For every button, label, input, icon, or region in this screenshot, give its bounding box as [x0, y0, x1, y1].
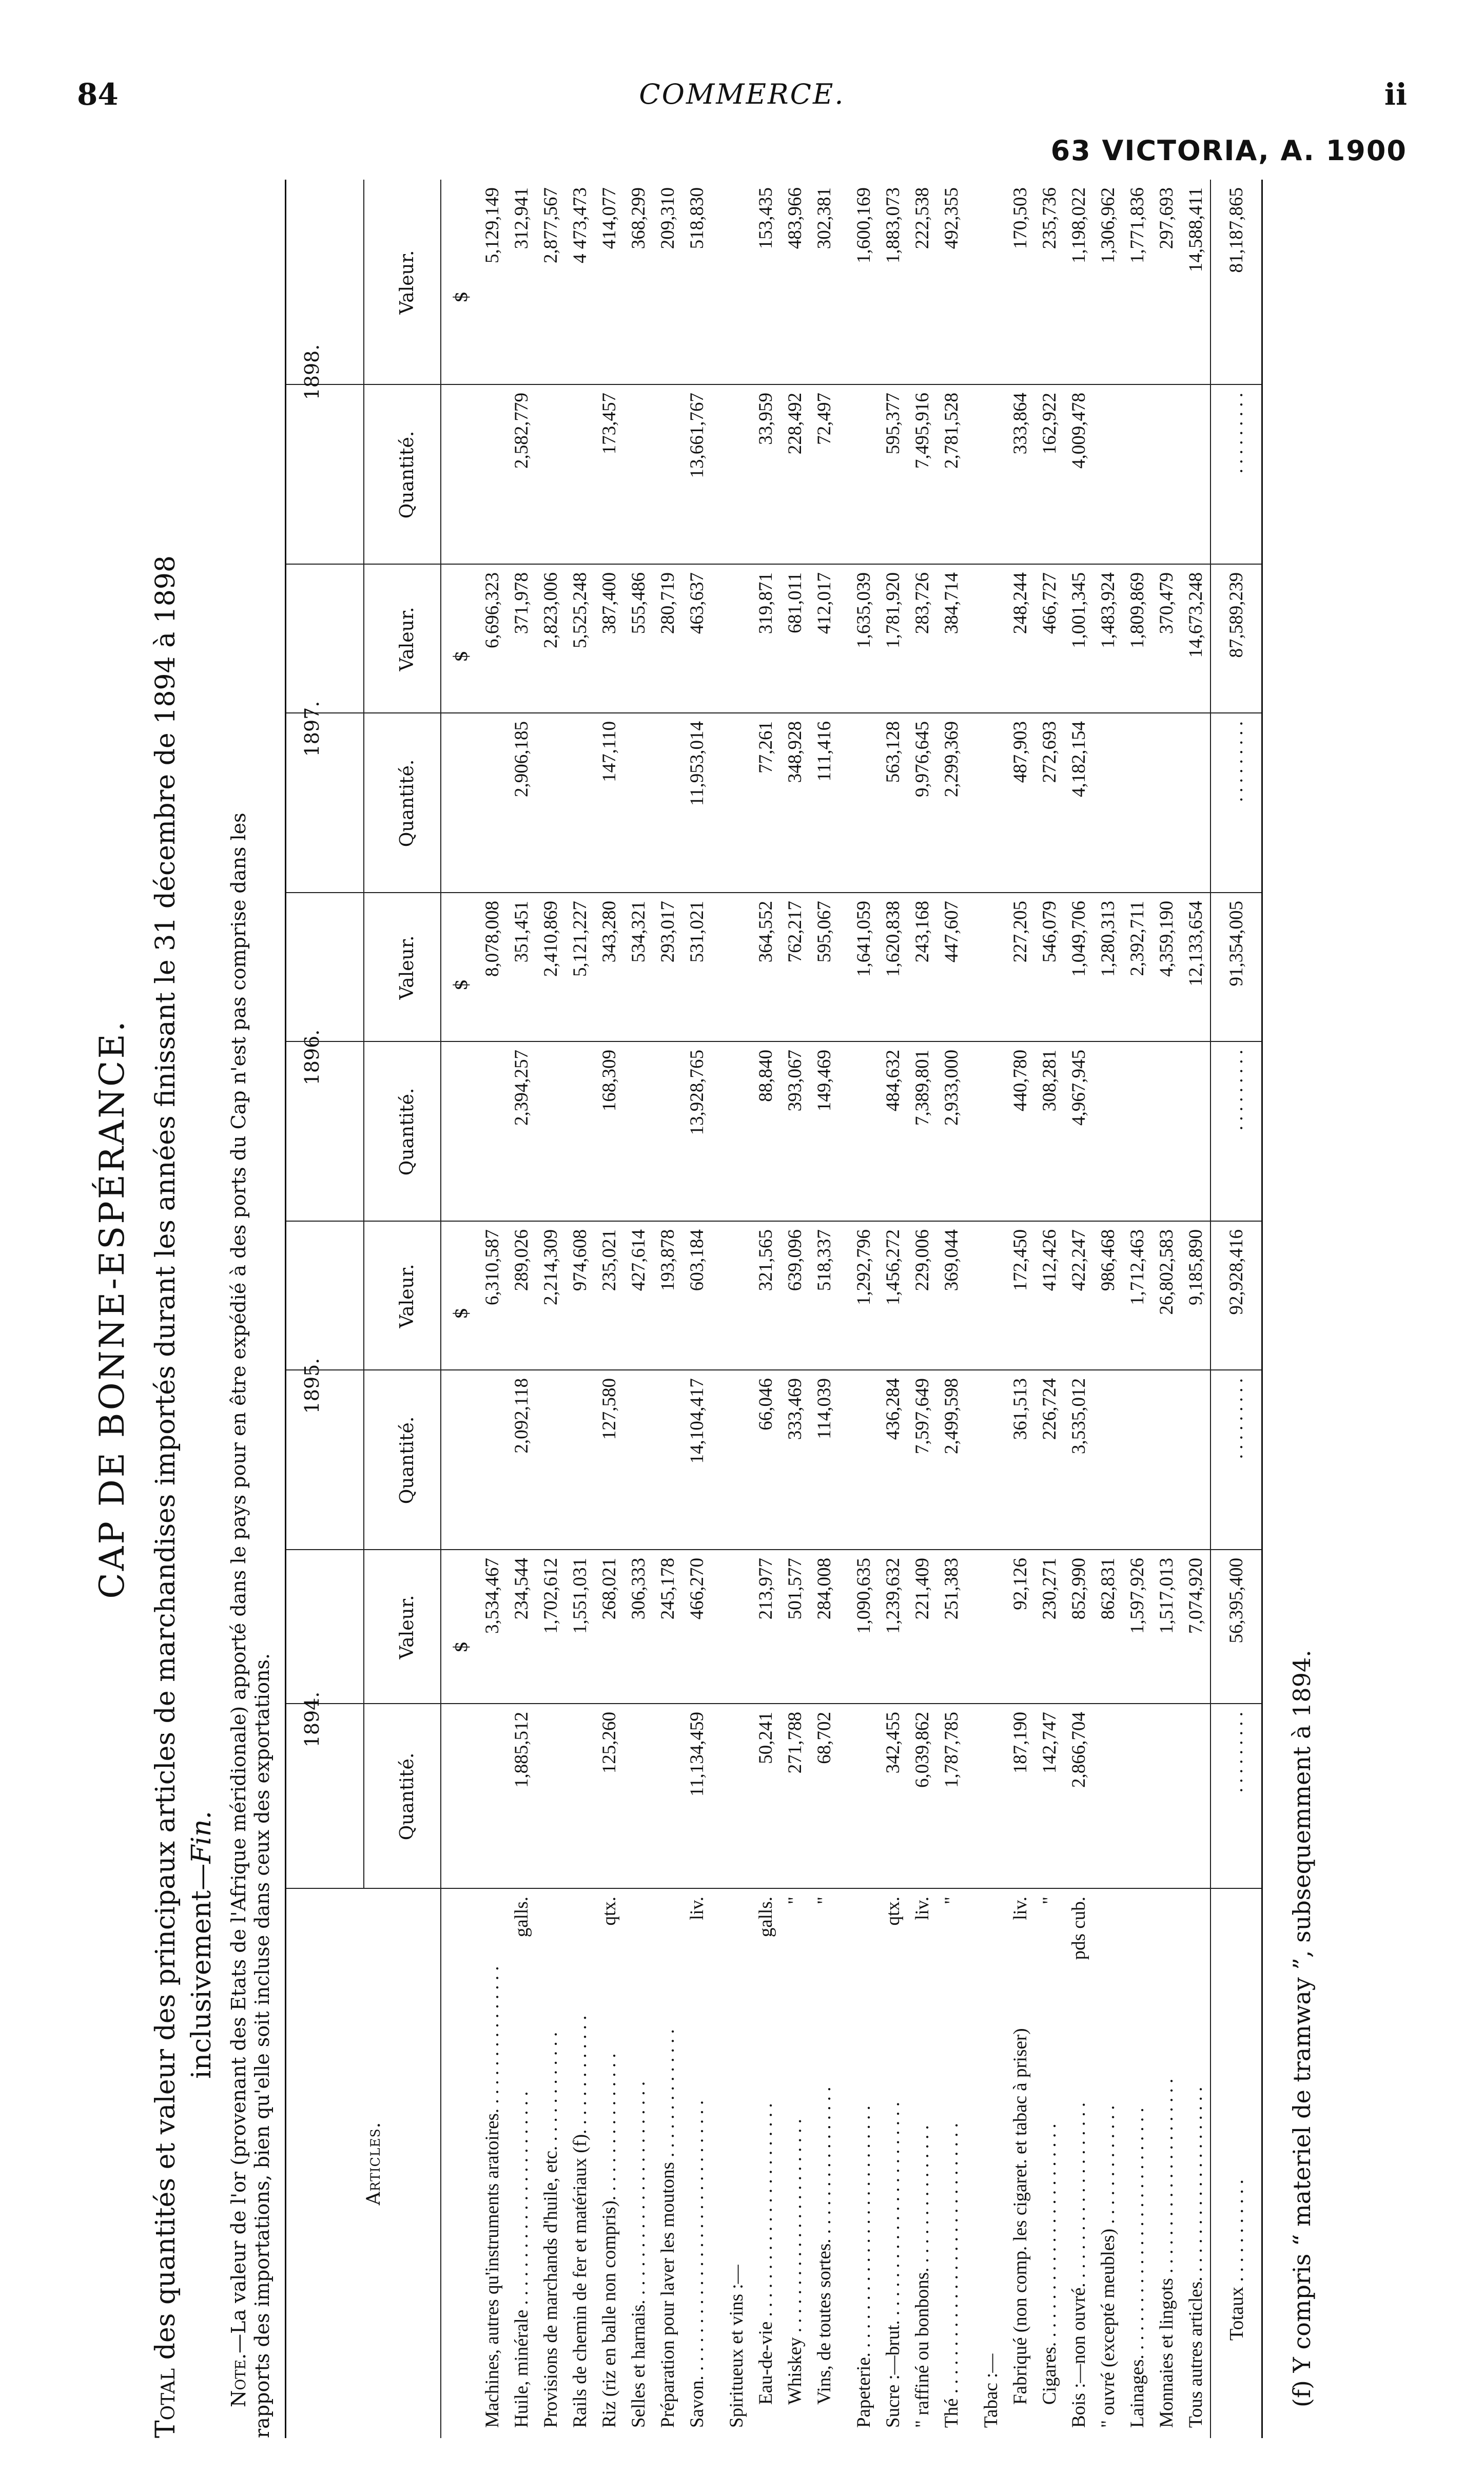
- value-cell-1894: 466,270: [687, 1558, 708, 1620]
- value-cell-1896: 243,168: [912, 901, 933, 963]
- page-number: 84: [77, 77, 119, 112]
- value-cell-1898: 2,877,567: [540, 187, 561, 263]
- quantity-cell-1896: 2,933,000: [941, 1050, 962, 1126]
- value-cell-1894: 1,517,013: [1156, 1558, 1177, 1634]
- table-row: [481, 180, 504, 2438]
- totals-value-1894: 56,395,400: [1226, 1558, 1247, 1644]
- value-cell-1898: 302,381: [814, 187, 835, 249]
- unit-label: ": [814, 1897, 835, 1905]
- quantity-cell-1896: 484,632: [883, 1050, 904, 1112]
- totals-value-1897: 87,589,239: [1226, 572, 1247, 658]
- value-cell-1895: 639,096: [785, 1229, 806, 1291]
- quantity-cell-1897: 2,906,185: [511, 721, 532, 797]
- quantity-cell-1895: 127,580: [599, 1378, 620, 1440]
- value-cell-1894: 501,577: [785, 1558, 806, 1620]
- table-note: [227, 180, 274, 2438]
- value-cell-1896: 2,410,869: [540, 901, 561, 977]
- value-cell-1894: 221,409: [912, 1558, 933, 1620]
- quantity-cell-1896: 13,928,765: [687, 1050, 708, 1135]
- value-cell-1895: 235,021: [599, 1229, 620, 1291]
- value-cell-1896: 1,620,838: [883, 901, 904, 977]
- value-cell-1898: 297,693: [1156, 187, 1177, 249]
- value-cell-1895: 518,337: [814, 1229, 835, 1291]
- value-cell-1894: 852,990: [1068, 1558, 1089, 1620]
- totals-value-1896: 91,354,005: [1226, 901, 1247, 987]
- footnote-text: Y compris “ materiel de tramway ”, subsequemment à 1894.: [1288, 1650, 1316, 2373]
- currency-symbol-1897: $: [451, 650, 472, 662]
- note-text: —La valeur de l'or (provenant des Etats de l'Afrique méridionale) apporté dans le pays pour en être expédié à des ports du Cap n'est pas comprise dans les: [227, 813, 250, 2353]
- article-label: Vins, de toutes sortes. . . . . . . . . . . . . . . . .: [814, 2086, 835, 2405]
- table-row: [1039, 180, 1061, 2438]
- value-cell-1898: 5,129,149: [482, 187, 503, 263]
- value-cell-1898: 518,830: [687, 187, 708, 249]
- table-row: [511, 180, 533, 2438]
- table-row: [628, 180, 650, 2438]
- value-cell-1898: 170,503: [1010, 187, 1031, 249]
- section-title: COMMERCE.: [639, 78, 845, 110]
- article-label: Riz (riz en balle non compris). . . . . . . . . . . . . . . .: [599, 2053, 620, 2428]
- table-row: [1185, 180, 1207, 2438]
- value-cell-1895: 229,006: [912, 1229, 933, 1291]
- article-label: Fabriqué (non comp. les cigaret. et tabac à priser): [1010, 2028, 1031, 2405]
- article-label: Whiskey . . . . . . . . . . . . . . . . . . . . . . .: [785, 2118, 806, 2405]
- article-label: Monnaies et lingots . . . . . . . . . . . . . . . . . . . . .: [1156, 2078, 1177, 2428]
- quantity-cell-1895: 7,597,649: [912, 1378, 933, 1454]
- currency-symbol-1894: $: [451, 1641, 472, 1653]
- table-row: [1068, 180, 1090, 2438]
- quantity-cell-1897: 11,953,014: [687, 721, 708, 806]
- quantity-cell-1894: 50,241: [755, 1712, 776, 1764]
- totals-value-1898: 81,187,865: [1226, 187, 1247, 273]
- currency-symbol-1896: $: [451, 979, 472, 991]
- value-cell-1898: 1,883,073: [883, 187, 904, 263]
- value-cell-1898: 368,299: [628, 187, 649, 249]
- article-label: Lainages. . . . . . . . . . . . . . . . . . . . . . . . . . .: [1127, 2108, 1148, 2428]
- session-label: 63 VICTORIA, A. 1900: [1050, 134, 1407, 167]
- table-row: [755, 180, 777, 2438]
- article-label: Huile, minérale . . . . . . . . . . . . . . . . . . . . . . .: [511, 2091, 532, 2428]
- value-cell-1898: 1,198,022: [1068, 187, 1089, 263]
- quantity-cell-1894: 11,134,459: [687, 1712, 708, 1797]
- quantity-header-1894: Quantité.: [397, 1752, 418, 1841]
- value-cell-1897: 412,017: [814, 572, 835, 634]
- value-cell-1894: 862,831: [1098, 1558, 1119, 1620]
- quantity-cell-1895: 2,499,598: [941, 1378, 962, 1454]
- table-caption: [148, 180, 220, 2438]
- value-cell-1897: 1,809,869: [1127, 572, 1148, 648]
- value-cell-1894: 230,271: [1039, 1558, 1060, 1620]
- value-cell-1894: 251,383: [941, 1558, 962, 1620]
- value-header-1897: Valeur.: [397, 607, 418, 671]
- unit-label: ": [1039, 1897, 1060, 1905]
- value-cell-1897: 283,726: [912, 572, 933, 634]
- value-cell-1897: 2,823,006: [540, 572, 561, 648]
- value-cell-1898: 209,310: [657, 187, 678, 249]
- value-cell-1895: 1,292,796: [853, 1229, 874, 1305]
- value-cell-1895: 1,712,463: [1127, 1229, 1148, 1305]
- quantity-cell-1898: 162,922: [1039, 393, 1060, 455]
- table-row: [540, 180, 562, 2438]
- value-cell-1895: 193,878: [657, 1229, 678, 1291]
- value-cell-1895: 289,026: [511, 1229, 532, 1291]
- unit-label: liv.: [687, 1897, 708, 1920]
- value-cell-1896: 447,607: [941, 901, 962, 963]
- quantity-cell-1896: 88,840: [755, 1050, 776, 1102]
- quantity-cell-1895: 436,284: [883, 1378, 904, 1440]
- value-cell-1897: 466,727: [1039, 572, 1060, 634]
- table-row: [941, 180, 963, 2438]
- quantity-cell-1896: 4,967,945: [1068, 1050, 1089, 1126]
- table-row: [598, 180, 621, 2438]
- quantity-cell-1897: 487,903: [1010, 721, 1031, 783]
- value-cell-1894: 213,977: [755, 1558, 776, 1620]
- value-cell-1897: 371,978: [511, 572, 532, 634]
- table-row: [569, 180, 592, 2438]
- article-label: Tabac :—: [981, 2353, 1002, 2428]
- table-row: [980, 180, 1003, 2438]
- value-cell-1897: 555,486: [628, 572, 649, 634]
- quantity-cell-1896: 149,469: [814, 1050, 835, 1112]
- value-cell-1896: 5,121,227: [570, 901, 591, 977]
- quantity-cell-1894: 187,190: [1010, 1712, 1031, 1774]
- value-cell-1895: 9,185,890: [1185, 1229, 1206, 1305]
- year-1895-header: 1895.: [301, 1358, 323, 1414]
- value-cell-1896: 4,359,190: [1156, 901, 1177, 977]
- quantity-cell-1894: 1,787,785: [941, 1712, 962, 1788]
- value-cell-1894: 234,544: [511, 1558, 532, 1620]
- value-header-1895: Valeur.: [397, 1264, 418, 1328]
- value-cell-1896: 8,078,008: [482, 901, 503, 977]
- quantity-cell-1895: 114,039: [814, 1378, 835, 1439]
- quantity-cell-1897: 348,928: [785, 721, 806, 783]
- quantity-cell-1898: 333,864: [1010, 393, 1031, 455]
- articles-header: Articles.: [363, 2121, 384, 2206]
- quantity-cell-1896: 393,067: [785, 1050, 806, 1112]
- value-cell-1897: 463,637: [687, 572, 708, 634]
- quantity-cell-1894: 125,260: [599, 1712, 620, 1774]
- value-cell-1895: 172,450: [1010, 1229, 1031, 1291]
- table-row: [813, 180, 836, 2438]
- value-cell-1898: 153,435: [755, 187, 776, 249]
- value-cell-1895: 412,426: [1039, 1229, 1060, 1291]
- article-label: Thé . . . . . . . . . . . . . . . . . . . . . . . . . . . . .: [941, 2122, 962, 2428]
- value-cell-1897: 5,525,248: [570, 572, 591, 648]
- article-label: Savon. . . . . . . . . . . . . . . . . . . . . . . . . . . . . .: [687, 2100, 708, 2428]
- value-cell-1895: 603,184: [687, 1229, 708, 1291]
- note-lead: Note.: [227, 2353, 250, 2407]
- quantity-cell-1895: 3,535,012: [1068, 1378, 1089, 1454]
- totals-label: Totaux . . . . . . . . . . .: [1226, 2179, 1247, 2341]
- value-cell-1894: 1,597,926: [1127, 1558, 1148, 1634]
- quantity-cell-1898: 228,492: [785, 393, 806, 455]
- article-label: Tous autres articles. . . . . . . . . . . . . . . . . . . . .: [1185, 2086, 1206, 2428]
- value-cell-1894: 1,551,031: [570, 1558, 591, 1634]
- unit-label: pds cub.: [1068, 1897, 1089, 1960]
- article-label: " raffiné ou bonbons. . . . . . . . . . . . . . . .: [912, 2125, 933, 2428]
- unit-label: qtx.: [599, 1897, 620, 1926]
- year-1897-header: 1897.: [301, 701, 323, 757]
- value-cell-1894: 7,074,920: [1185, 1558, 1206, 1634]
- quantity-cell-1895: 14,104,417: [687, 1378, 708, 1464]
- value-cell-1898: 1,600,169: [853, 187, 874, 263]
- quantity-cell-1895: 333,469: [785, 1378, 806, 1440]
- value-cell-1895: 2,214,309: [540, 1229, 561, 1305]
- article-label: Provisions de marchands d'huile, etc. . . . . . . . . . . . .: [540, 2032, 561, 2428]
- totals-quantity-1897: . . . . . . . . .: [1226, 721, 1247, 802]
- value-cell-1896: 293,017: [657, 901, 678, 963]
- value-cell-1898: 1,771,836: [1127, 187, 1148, 263]
- totals-quantity-1898: . . . . . . . . .: [1226, 393, 1247, 474]
- footnote: [1288, 1650, 1316, 2407]
- unit-label: galls.: [755, 1897, 776, 1938]
- value-cell-1897: 387,400: [599, 572, 620, 634]
- article-label: Machines, autres qu'instruments aratoires. . . . . . . . . . . . . . . .: [482, 1966, 503, 2428]
- table-row: [686, 180, 709, 2438]
- value-cell-1898: 1,306,962: [1098, 187, 1119, 263]
- value-cell-1898: 14,588,411: [1185, 187, 1206, 273]
- value-cell-1894: 1,702,612: [540, 1558, 561, 1634]
- value-cell-1896: 12,133,654: [1185, 901, 1206, 987]
- table-row: [657, 180, 679, 2438]
- quantity-cell-1898: 595,377: [883, 393, 904, 455]
- value-cell-1896: 595,067: [814, 901, 835, 963]
- value-cell-1897: 248,244: [1010, 572, 1031, 634]
- value-cell-1894: 1,090,635: [853, 1558, 874, 1634]
- quantity-cell-1898: 2,781,528: [941, 393, 962, 469]
- value-cell-1894: 92,126: [1010, 1558, 1031, 1610]
- year-1898-header: 1898.: [301, 344, 323, 400]
- caption-line2: inclusivement—: [186, 1863, 217, 2079]
- value-cell-1896: 351,451: [511, 901, 532, 963]
- value-cell-1897: 6,696,323: [482, 572, 503, 648]
- value-cell-1897: 280,719: [657, 572, 678, 634]
- value-cell-1897: 1,781,920: [883, 572, 904, 648]
- quantity-cell-1898: 7,495,916: [912, 393, 933, 469]
- value-cell-1896: 2,392,711: [1127, 901, 1148, 976]
- table-row: [1126, 180, 1149, 2438]
- article-label: Sucre :—brut. . . . . . . . . . . . . . . . . . . . . . . .: [883, 2101, 904, 2428]
- value-cell-1895: 974,608: [570, 1229, 591, 1291]
- totals-quantity-1895: . . . . . . . . .: [1226, 1378, 1247, 1459]
- value-cell-1897: 384,714: [941, 572, 962, 634]
- quantity-cell-1897: 2,299,369: [941, 721, 962, 797]
- article-label: Préparation pour laver les moutons . . . . . . . . . . . . . .: [657, 2029, 678, 2428]
- value-cell-1894: 306,333: [628, 1558, 649, 1620]
- value-header-1898: Valeur.: [397, 250, 418, 315]
- quantity-header-1895: Quantité.: [397, 1416, 418, 1504]
- quantity-cell-1896: 7,389,801: [912, 1050, 933, 1126]
- value-cell-1895: 422,247: [1068, 1229, 1089, 1291]
- unit-label: ": [785, 1897, 806, 1905]
- quantity-header-1898: Quantité.: [397, 431, 418, 519]
- quantity-cell-1898: 173,457: [599, 393, 620, 455]
- value-cell-1896: 531,021: [687, 901, 708, 963]
- year-1894-header: 1894.: [301, 1691, 323, 1748]
- totals-value-1895: 92,928,416: [1226, 1229, 1247, 1315]
- rotated-table-block: [92, 180, 1391, 2438]
- value-cell-1895: 369,044: [941, 1229, 962, 1291]
- unit-label: ": [941, 1897, 962, 1905]
- quantity-cell-1894: 342,455: [883, 1712, 904, 1774]
- caption-fin: Fin.: [186, 1810, 217, 1864]
- value-cell-1895: 986,468: [1098, 1229, 1119, 1291]
- value-cell-1896: 546,079: [1039, 901, 1060, 963]
- article-label: Bois :—non ouvré. . . . . . . . . . . . . . . . . . . .: [1068, 2102, 1089, 2428]
- value-cell-1896: 343,280: [599, 901, 620, 963]
- value-cell-1898: 235,736: [1039, 187, 1060, 249]
- quantity-cell-1895: 361,513: [1010, 1378, 1031, 1440]
- quantity-cell-1897: 9,976,645: [912, 721, 933, 797]
- value-cell-1898: 222,538: [912, 187, 933, 249]
- table-row: [784, 180, 807, 2438]
- quantity-header-1897: Quantité.: [397, 759, 418, 847]
- quantity-cell-1894: 1,885,512: [511, 1712, 532, 1788]
- table-row: [882, 180, 905, 2438]
- value-cell-1896: 762,217: [785, 901, 806, 963]
- article-label: " ouvré (excepté meubles) . . . . . . . . . . . . .: [1098, 2105, 1119, 2428]
- quantity-cell-1898: 33,959: [755, 393, 776, 445]
- value-cell-1894: 1,239,632: [883, 1558, 904, 1634]
- quantity-cell-1895: 2,092,118: [511, 1378, 532, 1454]
- article-label: Papeterie. . . . . . . . . . . . . . . . . . . . . . . . . . .: [853, 2105, 874, 2428]
- quantity-cell-1897: 77,261: [755, 721, 776, 774]
- value-cell-1894: 3,534,467: [482, 1558, 503, 1634]
- value-cell-1897: 370,479: [1156, 572, 1177, 634]
- quantity-cell-1897: 4,182,154: [1068, 721, 1089, 797]
- value-cell-1894: 268,021: [599, 1558, 620, 1620]
- note-line2: rapports des importations, bien qu'elle soit incluse dans ceux des exportations.: [251, 1653, 274, 2438]
- table-row: [911, 180, 934, 2438]
- article-label: Cigares. . . . . . . . . . . . . . . . . . . . . . . .: [1039, 2123, 1060, 2405]
- quantity-header-1896: Quantité.: [397, 1088, 418, 1176]
- totals-row: [1225, 180, 1248, 2438]
- quantity-cell-1898: 13,661,767: [687, 393, 708, 478]
- value-cell-1895: 1,456,272: [883, 1229, 904, 1305]
- value-cell-1896: 364,552: [755, 901, 776, 963]
- quantity-cell-1897: 272,693: [1039, 721, 1060, 783]
- page-reference: ii: [1384, 77, 1407, 112]
- unit-label: liv.: [1010, 1897, 1031, 1920]
- quantity-cell-1898: 2,582,779: [511, 393, 532, 469]
- article-label: Spiritueux et vins :—: [726, 2265, 747, 2428]
- caption-lead: Total: [150, 2368, 181, 2438]
- value-cell-1896: 1,049,706: [1068, 901, 1089, 977]
- totals-quantity-1896: . . . . . . . . .: [1226, 1050, 1247, 1131]
- quantity-cell-1894: 6,039,862: [912, 1712, 933, 1788]
- quantity-cell-1896: 440,780: [1010, 1050, 1031, 1112]
- value-cell-1896: 1,280,313: [1098, 901, 1119, 977]
- value-cell-1895: 6,310,587: [482, 1229, 503, 1305]
- quantity-cell-1895: 66,046: [755, 1378, 776, 1431]
- quantity-cell-1897: 147,110: [599, 721, 620, 782]
- value-cell-1897: 1,483,924: [1098, 572, 1119, 648]
- value-cell-1894: 245,178: [657, 1558, 678, 1620]
- quantity-cell-1894: 68,702: [814, 1712, 835, 1764]
- value-cell-1896: 534,321: [628, 901, 649, 963]
- value-cell-1897: 1,001,345: [1068, 572, 1089, 648]
- value-cell-1896: 1,641,059: [853, 901, 874, 977]
- unit-label: qtx.: [883, 1897, 904, 1926]
- quantity-cell-1895: 226,724: [1039, 1378, 1060, 1440]
- value-cell-1895: 321,565: [755, 1229, 776, 1291]
- caption-text: des quantités et valeur des principaux articles de marchandises importés durant les années finissant le 31 décembre de 1894 à 1898: [150, 555, 181, 2360]
- value-cell-1895: 26,802,583: [1156, 1229, 1177, 1315]
- totals-quantity-1894: . . . . . . . . .: [1226, 1712, 1247, 1793]
- article-label: Rails de chemin de fer et matériaux (f). . . . . . . . . . . . .: [570, 2015, 591, 2428]
- document-title: CAP DE BONNE-ESPÉRANCE.: [92, 1019, 132, 1599]
- footnote-marker: (f): [1288, 2380, 1316, 2407]
- unit-label: galls.: [511, 1897, 532, 1938]
- value-header-1894: Valeur.: [397, 1595, 418, 1659]
- value-cell-1894: 284,008: [814, 1558, 835, 1620]
- quantity-cell-1897: 563,128: [883, 721, 904, 783]
- quantity-cell-1898: 4,009,478: [1068, 393, 1089, 469]
- import-table: [285, 180, 1263, 2438]
- value-cell-1895: 427,614: [628, 1229, 649, 1291]
- value-cell-1898: 4 473,473: [570, 187, 591, 263]
- quantity-cell-1894: 142,747: [1039, 1712, 1060, 1774]
- table-row: [1009, 180, 1032, 2438]
- quantity-cell-1894: 271,788: [785, 1712, 806, 1774]
- value-cell-1898: 492,355: [941, 187, 962, 249]
- value-header-1896: Valeur.: [397, 935, 418, 1000]
- year-1896-header: 1896.: [301, 1029, 323, 1086]
- unit-label: liv.: [912, 1897, 933, 1920]
- quantity-cell-1894: 2,866,704: [1068, 1712, 1089, 1788]
- table-row: [853, 180, 875, 2438]
- quantity-cell-1898: 72,497: [814, 393, 835, 445]
- quantity-cell-1896: 2,394,257: [511, 1050, 532, 1126]
- value-cell-1898: 414,077: [599, 187, 620, 249]
- table-row: [1156, 180, 1178, 2438]
- value-cell-1897: 1,635,039: [853, 572, 874, 648]
- value-cell-1896: 227,205: [1010, 901, 1031, 963]
- quantity-cell-1896: 308,281: [1039, 1050, 1060, 1112]
- quantity-cell-1897: 111,416: [814, 721, 835, 782]
- currency-symbol-1898: $: [451, 291, 472, 303]
- value-cell-1898: 483,966: [785, 187, 806, 249]
- value-cell-1897: 14,673,248: [1185, 572, 1206, 658]
- value-cell-1897: 681,011: [785, 572, 806, 633]
- value-cell-1897: 319,871: [755, 572, 776, 634]
- article-label: Selles et harnais. . . . . . . . . . . . . . . . . . . . . . . .: [628, 2081, 649, 2428]
- quantity-cell-1896: 168,309: [599, 1050, 620, 1112]
- article-label: Eau-de-vie . . . . . . . . . . . . . . . . . . . . . . .: [755, 2103, 776, 2405]
- value-cell-1898: 312,941: [511, 187, 532, 249]
- currency-symbol-1895: $: [451, 1307, 472, 1319]
- table-row: [1097, 180, 1120, 2438]
- table-row: [726, 180, 748, 2438]
